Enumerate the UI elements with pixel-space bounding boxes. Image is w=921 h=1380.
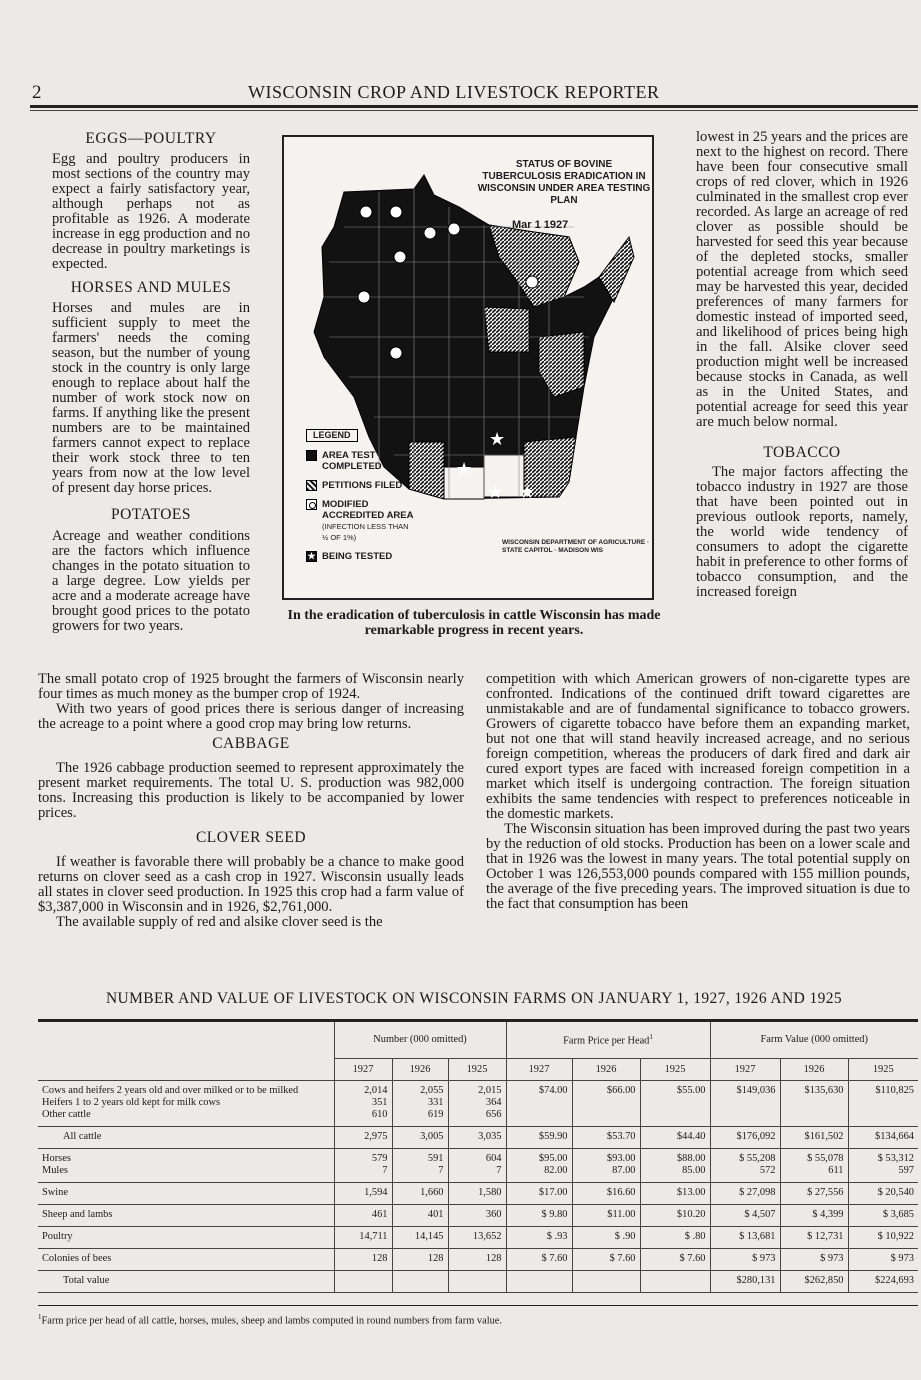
cell-value: 1,580 [478, 1187, 502, 1198]
table-cell [848, 1204, 918, 1226]
table-row-group [38, 1248, 918, 1270]
cell-value: $ 7.60 [609, 1253, 636, 1264]
year-header: 1927 [334, 1058, 392, 1080]
row-label-cell [38, 1080, 334, 1126]
cell-value: 2,014 [364, 1085, 388, 1096]
eggs-text: Egg and poultry producers in most sections of the country may expect a fairly satisfactory year, although perhaps not as profitable as 1926. A moderate increase in egg production and no decrease in poultry marketings is expected. [52, 151, 250, 272]
legend-label: BEING TESTED [322, 551, 393, 562]
row-label: Mules [42, 1165, 68, 1176]
row-label: Other cattle [42, 1109, 91, 1120]
table-cell [780, 1226, 848, 1248]
cell-value: $ 53,312 [877, 1153, 914, 1164]
table-cell [448, 1126, 506, 1148]
horses-heading: HORSES AND MULES [70, 279, 232, 296]
cell-value: 656 [485, 1109, 502, 1120]
cell-value: 3,035 [478, 1131, 502, 1142]
svg-text:★: ★ [487, 482, 504, 503]
cell-value: $53.70 [606, 1131, 636, 1142]
clover-text-1: If weather is favorable there will probably be a chance to make good returns on clover seed as a cash crop in 1927. Wisconsin usually leads all states in clover seed production. In 1925 this crop had a farm value of $3,387,000 in Wisconsin and in 1926, $2,761,000. [38, 854, 464, 915]
cell-value [453, 1275, 502, 1287]
table-cell [448, 1204, 506, 1226]
table-cell [448, 1226, 506, 1248]
cell-value: $ 7.60 [679, 1253, 706, 1264]
cell-value: $224,693 [875, 1275, 914, 1286]
cell-value: $66.00 [606, 1085, 636, 1096]
table-cell [572, 1182, 640, 1204]
right-wide-column [486, 672, 910, 912]
star-swatch-icon: ★ [307, 551, 316, 561]
table-cell [640, 1080, 710, 1126]
cell-value: 610 [371, 1109, 388, 1120]
cell-value: 2,055 [420, 1085, 444, 1096]
cell-value: $ 3,685 [882, 1209, 914, 1220]
group-header-price: Farm Price per Head$^1$ [506, 1022, 710, 1058]
tobacco-text-1: The major factors affecting the tobacco industry in 1927 are those that have been pointed out in previous outlook reports, namely, the world wide tendency of consumers to adopt the cigarette habit in preference to other forms of tobacco consumption, and the increased foreign [696, 464, 908, 600]
row-label: All cattle [63, 1131, 102, 1142]
table-cell [572, 1080, 640, 1126]
row-label-cell [38, 1270, 334, 1292]
table-row-group [38, 1270, 918, 1292]
table-cell [392, 1182, 448, 1204]
table-cell [848, 1080, 918, 1126]
table-row-group [38, 1080, 918, 1126]
cell-value: $44.40 [676, 1131, 706, 1142]
cell-value: $280,131 [736, 1275, 776, 1286]
svg-text:★: ★ [489, 429, 506, 450]
table-cell [572, 1148, 640, 1182]
table-cell [710, 1248, 780, 1270]
cabbage-text: The 1926 cabbage production seemed to represent approximately the present market requirements. The total U. S. production was 982,000 tons. Increasing this production is likely to be accompanied by lower prices. [38, 760, 464, 821]
table-cell [848, 1270, 918, 1292]
cell-value: $ 13,681 [739, 1231, 776, 1242]
row-label: Cows and heifers 2 years old and over milked or to be milked [42, 1085, 299, 1096]
left-wide-column [38, 672, 464, 930]
cell-value: 85.00 [682, 1165, 706, 1176]
cell-value: 461 [371, 1209, 388, 1220]
page-number: 2 [32, 82, 42, 103]
cell-value: 572 [759, 1165, 776, 1176]
table-row-group [38, 1126, 918, 1148]
table-cell [572, 1226, 640, 1248]
table-cell [710, 1270, 780, 1292]
cell-value: $ 55,208 [739, 1153, 776, 1164]
table-cell [710, 1204, 780, 1226]
cell-value: 13,652 [472, 1231, 502, 1242]
group-header-value: Farm Value (000 omitted) [710, 1022, 918, 1058]
clover-continued-text: lowest in 25 years and the prices are next to the highest on record. There have been four consecutive small crops of red clover, which in 1926 culminated in the smallest crop ever recorded. As large an acreage of red clover as possible should be harvested for seed this year because of the depleted stocks, smaller potential acreage from which seed may be harvested this year, decided preferences of many farmers for domestic instead of imported seed, and likelihood of prices being high in the fall. Alsike clover seed production might well be increased because stocks in Canada, as well as in the United States, and potential acreage for seed this year are much below normal. [696, 129, 908, 430]
table-cell [506, 1248, 572, 1270]
row-label: Swine [42, 1187, 68, 1198]
cell-value: 364 [485, 1097, 502, 1108]
table-cell [710, 1126, 780, 1148]
table-cell [640, 1226, 710, 1248]
table-cell [448, 1080, 506, 1126]
legend-label: PETITIONS FILED [322, 480, 403, 491]
cell-value: $16.60 [606, 1187, 636, 1198]
legend-label: MODIFIED ACCREDITED AREA [322, 499, 414, 521]
row-label: Colonies of bees [42, 1253, 112, 1264]
cell-value: $ .80 [684, 1231, 706, 1242]
table-cell [572, 1248, 640, 1270]
table-row-group [38, 1226, 918, 1248]
cell-value: $ 27,098 [739, 1187, 776, 1198]
cell-value: $95.00 [538, 1153, 568, 1164]
table-cell [710, 1080, 780, 1126]
cell-value: 401 [427, 1209, 444, 1220]
row-label-cell [38, 1126, 334, 1148]
cell-value: $ 10,922 [877, 1231, 914, 1242]
cell-value: 128 [427, 1253, 444, 1264]
table-cell [710, 1226, 780, 1248]
cell-value [785, 1097, 844, 1109]
year-header: 1926 [392, 1058, 448, 1080]
cell-value: $161,502 [804, 1131, 844, 1142]
cell-value: 82.00 [544, 1165, 568, 1176]
year-header: 1925 [448, 1058, 506, 1080]
table-row-group [38, 1182, 918, 1204]
cell-value: $13.00 [676, 1187, 706, 1198]
legend-label: AREA TEST COMPLETED [322, 450, 382, 472]
cell-value: 2,015 [478, 1085, 502, 1096]
table-cell [448, 1148, 506, 1182]
cell-value: $17.00 [538, 1187, 568, 1198]
map-legend [306, 429, 416, 562]
cell-value [397, 1275, 444, 1287]
year-header: 1926 [572, 1058, 640, 1080]
map-credit: WISCONSIN DEPARTMENT OF AGRICULTURE · STATE CAPITOL · MADISON WIS [502, 539, 650, 554]
cell-value [853, 1097, 915, 1109]
table-cell [334, 1248, 392, 1270]
tobacco-text-2: competition with which American growers of non-cigarette types are confronted. Indications of the continued drift toward cigarettes are unmistakable and are of fundamental significance to tobacco growers. Growers of cigarette tobacco have before them an expanding market, but not one that will stand heavily increased acreage, and no serious foreign competition, whereas the producers of dark fired and dark air cured export types are faced with increased foreign competition in a market which itself is undergoing contraction. The foreign situation exhibits the same tendencies with respect to preferences noticeable in the domestic markets. [486, 671, 910, 822]
table-cell [392, 1204, 448, 1226]
right-column [696, 130, 908, 600]
year-header: 1927 [710, 1058, 780, 1080]
cell-value: 2,975 [364, 1131, 388, 1142]
table-cell [848, 1226, 918, 1248]
legend-item-being-tested [306, 551, 416, 562]
table-cell [780, 1270, 848, 1292]
table-cell [392, 1148, 448, 1182]
petitions-region-central [484, 307, 529, 352]
year-header: 1926 [780, 1058, 848, 1080]
cell-value: 1,660 [420, 1187, 444, 1198]
row-label: Sheep and lambs [42, 1209, 113, 1220]
table-cell [780, 1080, 848, 1126]
cell-value: $ 973 [820, 1253, 844, 1264]
table-cell [780, 1126, 848, 1148]
left-column [52, 130, 250, 634]
table-cell [506, 1126, 572, 1148]
table-title: NUMBER AND VALUE OF LIVESTOCK ON WISCONSIN FARMS ON JANUARY 1, 1927, 1926 AND 1925 [105, 990, 843, 1007]
row-label-cell [38, 1182, 334, 1204]
cell-value: 14,145 [414, 1231, 444, 1242]
cell-value: $ 20,540 [877, 1187, 914, 1198]
table-cell [506, 1204, 572, 1226]
cell-value [577, 1275, 636, 1287]
table-cell [506, 1226, 572, 1248]
cell-value [511, 1109, 568, 1121]
cell-value: $ 12,731 [807, 1231, 844, 1242]
table-cell [780, 1248, 848, 1270]
row-label: Total value [63, 1275, 110, 1286]
map-title: STATUS OF BOVINE TUBERCULOSIS ERADICATION IN WISCONSIN UNDER AREA TESTING PLAN [477, 159, 651, 206]
header-rule-thin [30, 110, 918, 111]
cell-value: 591 [427, 1153, 444, 1164]
cell-value: 7 [496, 1165, 502, 1176]
cell-value [715, 1097, 776, 1109]
cell-value [645, 1109, 706, 1121]
cell-value: $ 27,556 [807, 1187, 844, 1198]
tuberculosis-map-figure [282, 135, 654, 600]
table-cell [334, 1148, 392, 1182]
table-cell [334, 1126, 392, 1148]
cell-value: 1,594 [364, 1187, 388, 1198]
table-cell [506, 1080, 572, 1126]
map-caption: In the eradication of tuberculosis in cattle Wisconsin has made remarkable progress in recent years. [287, 608, 661, 638]
row-label-cell [38, 1226, 334, 1248]
table-cell [848, 1182, 918, 1204]
group-header-number: Number (000 omitted) [334, 1022, 506, 1058]
table-bottom-rule [38, 1305, 918, 1306]
tobacco-heading: TOBACCO [763, 444, 841, 461]
tobacco-text-3: The Wisconsin situation has been improved during the past two years by the reduction of old stocks. Production has been on a lower scale and that in 1926 was the lowest in many years. The total potential supply on October 1 was 126,553,000 pounds compared with 155 million pounds, the average of the five preceding years. The improved situation is due to the fact that consumption has been [486, 821, 910, 912]
table-row-group [38, 1204, 918, 1226]
table-cell [334, 1226, 392, 1248]
table-body [38, 1080, 918, 1292]
potatoes-heading: POTATOES [111, 506, 191, 523]
table-cell [506, 1270, 572, 1292]
table-cell [640, 1126, 710, 1148]
table-cell [448, 1248, 506, 1270]
cell-value: $ 4,507 [744, 1209, 776, 1220]
cell-value: $ .93 [546, 1231, 568, 1242]
table-cell [640, 1148, 710, 1182]
row-label: Heifers 1 to 2 years old kept for milk cows [42, 1097, 221, 1108]
cell-value: $110,825 [875, 1085, 914, 1096]
cell-value: $ 9.80 [541, 1209, 568, 1220]
legend-title: LEGEND [306, 429, 358, 442]
cell-value: 331 [427, 1097, 444, 1108]
cell-value [339, 1275, 388, 1287]
cell-value: 351 [371, 1097, 388, 1108]
legend-item-area-test [306, 450, 416, 472]
hatch-swatch-icon [306, 480, 317, 491]
table-cell [640, 1248, 710, 1270]
cell-value: 611 [828, 1165, 844, 1176]
table-cell [334, 1270, 392, 1292]
row-label-cell [38, 1204, 334, 1226]
horses-text: Horses and mules are in sufficient supply to meet the farmers' needs the coming season, but the number of young stock in the country is only large enough to replace about half the number of work stock now on farms. If anything like the present numbers are to be maintained farmers cannot expect to replace their work stock three to ten years from now at the low level of present day horse prices. [52, 300, 250, 496]
cell-value: $11.00 [607, 1209, 636, 1220]
table-cell [334, 1204, 392, 1226]
cell-value: $93.00 [606, 1153, 636, 1164]
svg-text:★: ★ [519, 482, 536, 503]
row-label-cell [38, 1248, 334, 1270]
legend-note: (INFECTION LESS THAN ½ OF 1%) [322, 522, 409, 542]
cell-value: $176,092 [736, 1131, 776, 1142]
table-cell [392, 1226, 448, 1248]
row-label: Poultry [42, 1231, 73, 1242]
table-cell [448, 1182, 506, 1204]
cell-value: 7 [382, 1165, 388, 1176]
cell-value: $ 973 [890, 1253, 914, 1264]
cell-value: 579 [371, 1153, 388, 1164]
year-header: 1925 [848, 1058, 918, 1080]
table-cell [780, 1204, 848, 1226]
cell-value [511, 1275, 568, 1287]
cell-value: $ 7.60 [541, 1253, 568, 1264]
cell-value [645, 1275, 706, 1287]
cell-value: 604 [485, 1153, 502, 1164]
cell-value: $55.00 [676, 1085, 706, 1096]
cell-value: 3,005 [420, 1131, 444, 1142]
table-cell [448, 1270, 506, 1292]
table-cell [506, 1148, 572, 1182]
circle-swatch-icon [306, 499, 317, 510]
table-cell [780, 1148, 848, 1182]
table-cell [572, 1126, 640, 1148]
table-cell [572, 1270, 640, 1292]
cell-value: $134,664 [875, 1131, 914, 1142]
table-cell [710, 1148, 780, 1182]
eggs-heading: EGGS—POULTRY [85, 130, 217, 147]
cell-value: 7 [438, 1165, 444, 1176]
table-cell [848, 1248, 918, 1270]
cell-value: 14,711 [359, 1231, 388, 1242]
cell-value [577, 1109, 636, 1121]
svg-text:★: ★ [456, 459, 473, 480]
table-cell [392, 1080, 448, 1126]
row-label-cell [38, 1148, 334, 1182]
cell-value [511, 1097, 568, 1109]
legend-item-petitions [306, 480, 416, 491]
table-cell [848, 1126, 918, 1148]
cell-value: $262,850 [804, 1275, 844, 1286]
cell-value: 597 [898, 1165, 914, 1176]
cell-value: $10.20 [676, 1209, 706, 1220]
page-header-title: WISCONSIN CROP AND LIVESTOCK REPORTER [248, 82, 660, 102]
table-cell [780, 1182, 848, 1204]
cell-value: $ 55,078 [807, 1153, 844, 1164]
cell-value [785, 1109, 844, 1121]
cell-value [645, 1097, 706, 1109]
year-header: 1927 [506, 1058, 572, 1080]
cell-value: 128 [371, 1253, 388, 1264]
year-header: 1925 [640, 1058, 710, 1080]
cell-value: $ 4,399 [812, 1209, 844, 1220]
livestock-table [38, 1022, 918, 1293]
table-header [38, 1022, 918, 1080]
table-cell [848, 1148, 918, 1182]
table-cell [640, 1182, 710, 1204]
cell-value: 128 [485, 1253, 502, 1264]
potatoes-text-3: With two years of good prices there is serious danger of increasing the acreage to a point where a good crop may bring low returns. [38, 701, 464, 732]
table-cell [710, 1182, 780, 1204]
table-cell [640, 1270, 710, 1292]
cell-value: $59.90 [538, 1131, 568, 1142]
cell-value: $74.00 [538, 1085, 568, 1096]
table-cell [640, 1204, 710, 1226]
table-cell [392, 1248, 448, 1270]
header-rule [30, 105, 918, 108]
table-cell [392, 1126, 448, 1148]
cell-value [715, 1109, 776, 1121]
cell-value: 619 [427, 1109, 444, 1120]
cell-value: $135,630 [804, 1085, 844, 1096]
clover-heading: CLOVER SEED [195, 829, 307, 846]
table-cell [392, 1270, 448, 1292]
cell-value: $ 973 [752, 1253, 776, 1264]
cell-value [853, 1109, 915, 1121]
table-cell [572, 1204, 640, 1226]
cell-value: $149,036 [736, 1085, 776, 1096]
cabbage-heading: CABBAGE [212, 735, 290, 752]
legend-item-accredited [306, 499, 416, 521]
cell-value: 87.00 [612, 1165, 636, 1176]
map-date: Mar 1 1927 [512, 219, 569, 231]
potatoes-text-1: Acreage and weather conditions are the factors which influence changes in the potato situation to a large degree. Low yields per acre and a moderate acreage have brought good prices to the potato growers for two years. [52, 528, 250, 634]
cell-value: 360 [485, 1209, 502, 1220]
year-header-row [38, 1058, 918, 1080]
cell-value: $ .90 [614, 1231, 636, 1242]
table-cell [334, 1080, 392, 1126]
table-cell [334, 1182, 392, 1204]
potatoes-text-2: The small potato crop of 1925 brought the farmers of Wisconsin nearly four times as much money as the bumper crop of 1924. [38, 671, 464, 702]
black-swatch-icon [306, 450, 317, 461]
table-cell [506, 1182, 572, 1204]
table-row-group [38, 1148, 918, 1182]
clover-text-2: The available supply of red and alsike clover seed is the [56, 914, 383, 930]
table-footnote: $^1$Farm price per head of all cattle, horses, mules, sheep and lambs computed in round numbers from farm value. [38, 1313, 503, 1327]
cell-value: $88.00 [676, 1153, 706, 1164]
row-label: Horses [42, 1153, 71, 1164]
cell-value [577, 1097, 636, 1109]
